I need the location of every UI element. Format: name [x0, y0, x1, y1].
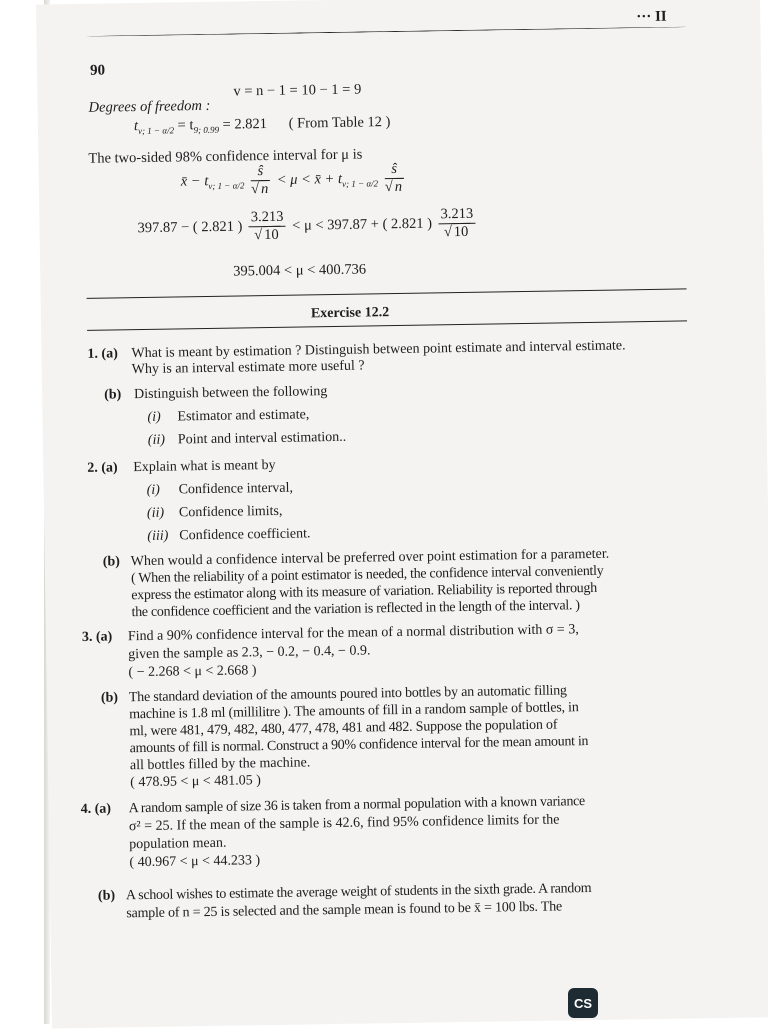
- question-4a: 4. (a) A random sample of size 36 is taken from a normal population with a known variance σ² = 25. If the mean of the sample is 42.6, find 95% confidence limits for the population mean. ( 40.967 < μ < 44.233 ): [80, 794, 586, 871]
- dof-equation: v = n − 1 = 10 − 1 = 9: [233, 81, 362, 100]
- camscanner-badge: CS: [568, 988, 598, 1018]
- interval-result: 395.004 < μ < 400.736: [233, 261, 367, 280]
- t-value-line: $t_{v; 1 - \alpha/2} = t_{9; 0.99} = 2.821$ ( From Table 12 ): [133, 114, 391, 136]
- exercise-rule-bottom: [87, 320, 687, 330]
- exercise-rule-top: [87, 288, 687, 298]
- chapter-tab-mark: ··· II: [636, 8, 667, 26]
- exercise-title: Exercise 12.2: [310, 305, 390, 322]
- question-1b-i: (i) Estimator and estimate,: [147, 407, 310, 425]
- scanned-page: [36, 0, 768, 1028]
- question-1a: 1. (a) What is meant by estimation ? Distinguish between point estimate and interval estimate. Why is an interval estimate more useful ?: [87, 338, 626, 378]
- question-4b: (b) A school wishes to estimate the average weight of students in the sixth grade. A random sample of n = 25 is selected and the sample mean is found to be x̄ = 100 lbs. The: [97, 880, 592, 922]
- question-2b: (b) When would a confidence interval be preferred over point estimation for a parameter. ( When the reliability of a point estimator is needed, the confidence interval conveniently express the estimator along with its measure of variation. Reliability is reported through the confidence coefficient and the variation is reflected in the length of the interval. ): [102, 546, 610, 621]
- question-3a: 3. (a) Find a 90% confidence interval for the mean of a normal distribution with σ = 3, given the sample as 2.3, − 0.2, − 0.4, − 0.9. ( − 2.268 < μ < 2.668 ): [81, 622, 579, 681]
- top-rule: [86, 26, 686, 36]
- page-number: 90: [89, 62, 106, 79]
- two-sided-sentence: The two-sided 98% confidence interval for μ is: [88, 146, 363, 167]
- general-formula: x̄ − $t_{v; 1 - \alpha/2}$ $\frac{ŝ}{√ n}$ < μ < x̄ + $t_{v; 1 - \alpha/2}$ $\frac{ŝ}{√ n}$: [180, 160, 403, 198]
- question-2a-ii: (ii) Confidence limits,: [146, 503, 283, 521]
- dof-label: Degrees of freedom :: [88, 97, 211, 116]
- numeric-formula: 397.87 − ( 2.821 ) $\frac{3.213}{√ 10}$ < μ < 397.87 + ( 2.821 ) $\frac{3.213}{√ 10}$: [137, 206, 478, 247]
- question-1b: (b) Distinguish between the following: [104, 384, 328, 403]
- question-2a: 2. (a) Explain what is meant by: [87, 457, 276, 476]
- question-1b-ii: (ii) Point and interval estimation..: [147, 429, 347, 448]
- question-3b: (b) The standard deviation of the amounts poured into bottles by an automatic filling machine is 1.8 ml (millilitre ). The amounts of fill in a random sample of bottles, in ml, were 481, 479, 482, 480, 477, 478, 481 and 482. Suppose the population of amounts of fill is normal. Construct a 90% confidence interval for the mean amount in all bottles filled by the machine. ( 478.95 < μ < 481.05 ): [100, 683, 589, 791]
- question-2a-i: (i) Confidence interval,: [146, 480, 294, 498]
- question-2a-iii: (iii) Confidence coefficient.: [147, 526, 311, 544]
